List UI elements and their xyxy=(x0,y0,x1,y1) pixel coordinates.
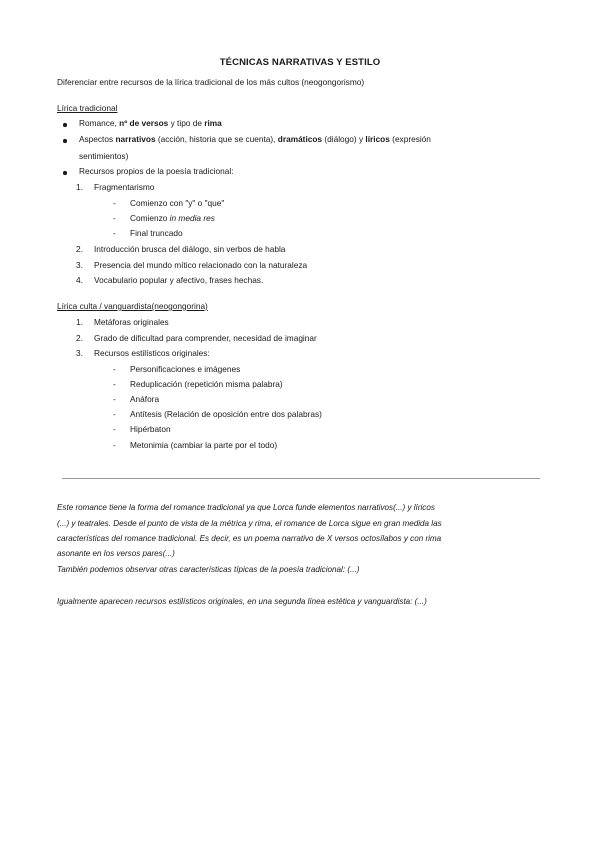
page-title: TÉCNICAS NARRATIVAS Y ESTILO xyxy=(219,57,381,68)
list-item-romance: Romance, nº de versos y tipo de rima xyxy=(79,118,222,128)
sub-item-personificaciones: Personificaciones e imágenes xyxy=(130,364,241,374)
list-number: 2. xyxy=(76,244,83,254)
list-item-mundo-mitico: Presencia del mundo mítico relacionado con la naturaleza xyxy=(94,260,308,270)
sub-item-final-truncado: Final truncado xyxy=(130,228,183,238)
dash-marker: - xyxy=(113,409,116,419)
list-number: 2. xyxy=(76,333,83,343)
list-item-aspectos: Aspectos narrativos (acción, historia que se cuenta), dramáticos (diálogo) y líricos (expresión xyxy=(79,134,431,144)
dash-marker: - xyxy=(113,198,116,208)
bullet-icon xyxy=(63,139,67,143)
horizontal-divider xyxy=(62,478,540,479)
conclusion-line: Igualmente aparecen recursos estilísticos originales, en una segunda línea estética y vanguardista: (...) xyxy=(57,597,427,606)
sub-item-anafora: Anáfora xyxy=(130,394,160,404)
conclusion-line: características del romance tradicional. Es decir, es un poema narrativo de X versos octosílabos y con rima xyxy=(57,534,442,543)
list-number: 1. xyxy=(76,317,83,327)
list-number: 3. xyxy=(76,260,83,270)
list-item-metaforas: Metáforas originales xyxy=(94,317,169,327)
dash-marker: - xyxy=(113,228,116,238)
dash-marker: - xyxy=(113,364,116,374)
dash-marker: - xyxy=(113,394,116,404)
sub-item-comienzo-y: Comienzo con "y" o "que" xyxy=(130,198,225,208)
list-item-dificultad: Grado de dificultad para comprender, necesidad de imaginar xyxy=(94,333,317,343)
conclusion-line: También podemos observar otras características típicas de la poesía tradicional: (...) xyxy=(57,565,360,574)
bullet-icon xyxy=(63,123,67,127)
list-number: 1. xyxy=(76,182,83,192)
list-item-aspectos-cont: sentimientos) xyxy=(79,151,129,161)
list-item-dialogo: Introducción brusca del diálogo, sin verbos de habla xyxy=(94,244,286,254)
section-heading-lirica-culta: Lírica culta / vanguardista(neogongorina) xyxy=(57,301,208,311)
dash-marker: - xyxy=(113,379,116,389)
list-item-recursos-estilisticos: Recursos estilísticos originales: xyxy=(94,348,210,358)
section-heading-lirica-tradicional: Lírica tradicional xyxy=(57,103,118,113)
list-item-fragmentarismo: Fragmentarismo xyxy=(94,182,155,192)
intro-text: Diferenciar entre recursos de la lírica tradicional de los más cultos (neogongorismo) xyxy=(57,77,365,87)
conclusion-line: (...) y teatrales. Desde el punto de vista de la métrica y rima, el romance de Lorca sigue en gran medida las xyxy=(57,519,442,528)
dash-marker: - xyxy=(113,213,116,223)
bullet-icon xyxy=(63,171,67,175)
list-item-vocabulario: Vocabulario popular y afectivo, frases hechas. xyxy=(94,275,264,285)
conclusion-line: asonante en los versos pares(...) xyxy=(57,549,175,558)
sub-item-antitesis: Antítesis (Relación de oposición entre dos palabras) xyxy=(130,409,322,419)
sub-item-hiperbaton: Hipérbaton xyxy=(130,424,171,434)
list-number: 3. xyxy=(76,348,83,358)
sub-item-reduplicacion: Reduplicación (repetición misma palabra) xyxy=(130,379,283,389)
list-item-recursos: Recursos propios de la poesía tradicional: xyxy=(79,166,234,176)
dash-marker: - xyxy=(113,440,116,450)
sub-item-in-media-res: Comienzo in media res xyxy=(130,213,215,223)
list-number: 4. xyxy=(76,275,83,285)
sub-item-metonimia: Metonimia (cambiar la parte por el todo) xyxy=(130,440,278,450)
dash-marker: - xyxy=(113,424,116,434)
conclusion-line: Este romance tiene la forma del romance tradicional ya que Lorca funde elementos narrativos(...) y líricos xyxy=(57,503,435,512)
